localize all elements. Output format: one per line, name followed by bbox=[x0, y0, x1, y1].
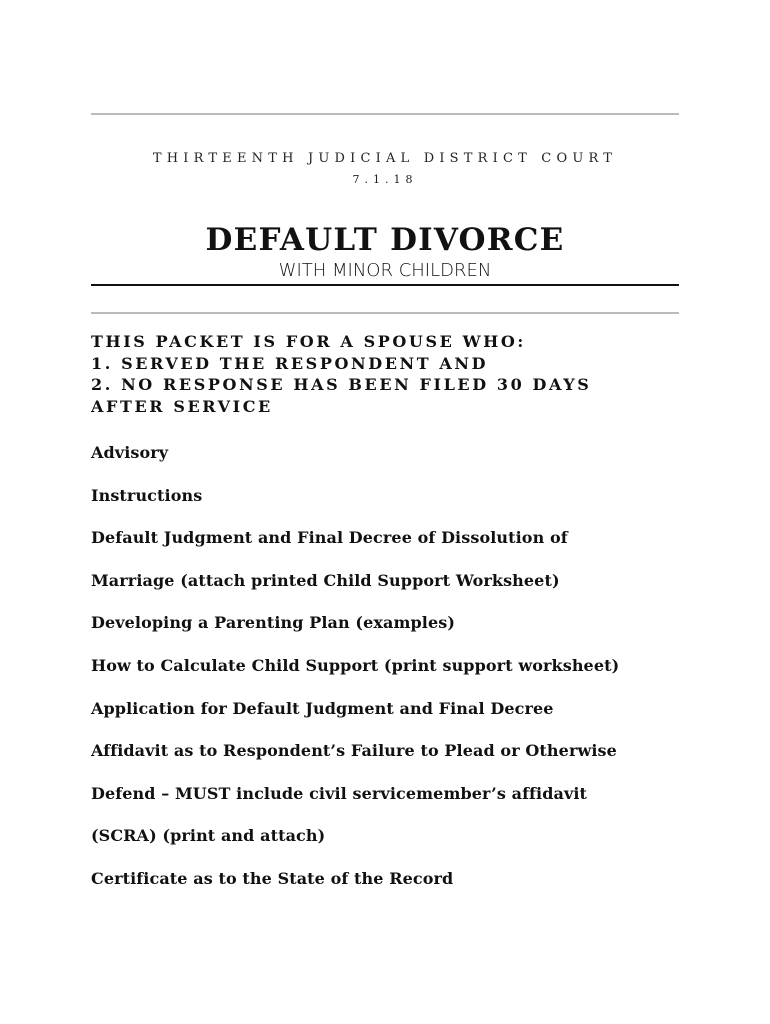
packet-contents-list bbox=[91, 442, 619, 911]
list-item: Instructions bbox=[91, 485, 203, 505]
eligibility-line: AFTER SERVICE bbox=[91, 396, 273, 416]
list-item: How to Calculate Child Support (print support worksheet) bbox=[91, 655, 620, 675]
top-divider bbox=[91, 113, 679, 115]
list-item: Developing a Parenting Plan (examples) bbox=[91, 613, 456, 633]
list-item: Marriage (attach printed Child Support Worksheet) bbox=[91, 570, 560, 590]
list-item: Application for Default Judgment and Final Decree bbox=[91, 698, 554, 718]
list-item: (SCRA) (print and attach) bbox=[91, 826, 326, 846]
eligibility-statement bbox=[91, 331, 591, 417]
court-name: THIRTEENTH JUDICIAL DISTRICT COURT bbox=[152, 151, 618, 166]
title-divider bbox=[91, 284, 679, 286]
revision-date: 7.1.18 bbox=[352, 173, 418, 186]
list-item: Affidavit as to Respondent’s Failure to Plead or Otherwise bbox=[91, 741, 617, 761]
document-title: DEFAULT DIVORCE bbox=[205, 222, 565, 258]
list-item: Certificate as to the State of the Record bbox=[91, 868, 454, 888]
eligibility-line: 2. NO RESPONSE HAS BEEN FILED 30 DAYS bbox=[91, 375, 592, 394]
list-item: Default Judgment and Final Decree of Dissolution of bbox=[91, 528, 568, 548]
eligibility-line: THIS PACKET IS FOR A SPOUSE WHO: bbox=[91, 332, 526, 351]
document-subtitle: WITH MINOR CHILDREN bbox=[278, 260, 492, 281]
list-item: Defend – MUST include civil servicemember’s affidavit bbox=[91, 783, 588, 803]
list-item: Advisory bbox=[91, 443, 169, 462]
eligibility-line: 1. SERVED THE RESPONDENT AND bbox=[91, 353, 489, 373]
section-divider bbox=[91, 312, 679, 314]
